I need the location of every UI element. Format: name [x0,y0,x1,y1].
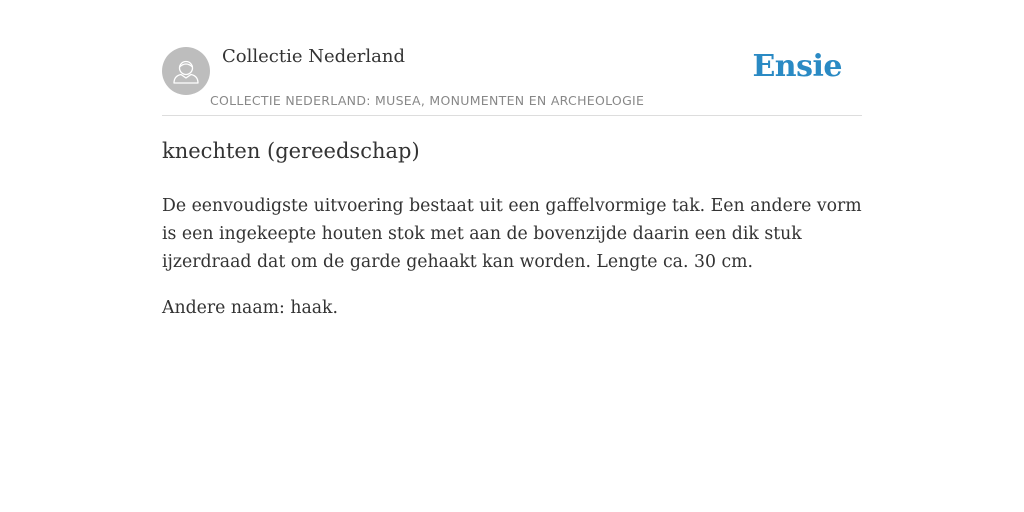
user-silhouette-icon [162,47,210,95]
entry-header [162,0,862,116]
source-label[interactable]: COLLECTIE NEDERLAND: MUSEA, MONUMENTEN EN ARCHEOLOGIE [210,93,645,108]
entry-title: knechten (gereedschap) [162,139,420,163]
entry-card [162,0,862,318]
author-name[interactable]: Collectie Nederland [222,46,406,67]
brand-logo[interactable]: Ensie [752,49,842,84]
entry-paragraph: De eenvoudigste uitvoering bestaat uit een gaffelvormige tak. Een andere vorm is een ingekeepte houten stok met aan de bovenzijde daarin een dik stuk ijzerdraad dat om de garde gehaakt kan worden. Lengte ca. 30 cm. [162,196,862,272]
avatar[interactable] [162,47,210,95]
entry-paragraph: Andere naam: haak. [162,298,339,318]
entry-body [162,192,862,340]
